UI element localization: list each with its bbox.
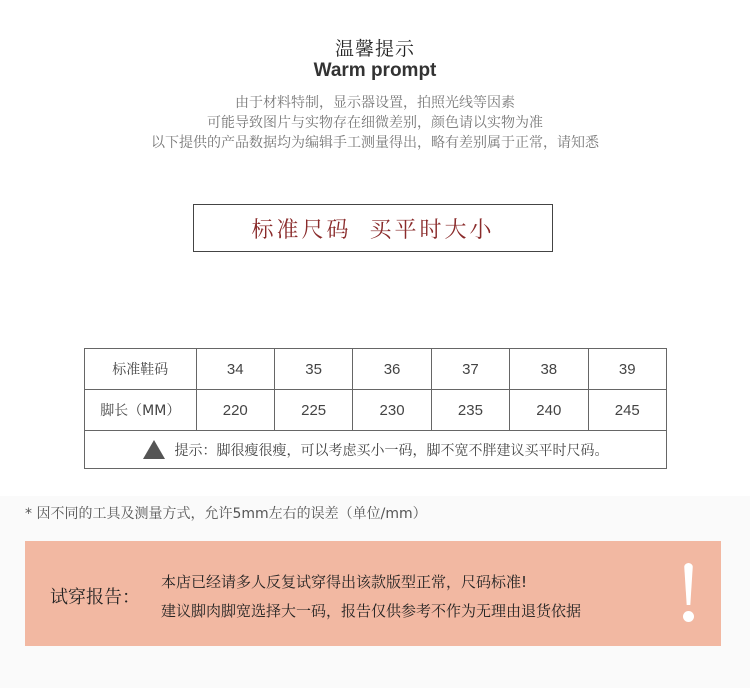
tip-cell — [85, 431, 667, 469]
row-label-size: 标准鞋码 — [85, 349, 197, 390]
foot-length-cell: 240 — [510, 390, 588, 431]
size-cell: 35 — [274, 349, 352, 390]
buy-usual-size-label: 买平时大小 — [369, 217, 495, 243]
report-line: 本店已经请多人反复试穿得出该款版型正常，尺码标准! — [161, 573, 528, 591]
size-cell: 34 — [196, 349, 274, 390]
title-english: Warm prompt — [313, 60, 437, 81]
title-chinese: 温馨提示 — [334, 38, 415, 60]
size-table — [84, 348, 667, 469]
standard-size-label: 标准尺码 — [251, 217, 352, 243]
report-label: 试穿报告： — [50, 587, 140, 608]
size-cell: 37 — [431, 349, 509, 390]
note-line: 可能导致图片与实物存在细微差别，颜色请以实物为准 — [207, 115, 543, 131]
table-row — [85, 349, 667, 390]
note-line: 由于材料特制，显示器设置，拍照光线等因素 — [235, 95, 515, 111]
fitting-report-panel — [25, 541, 721, 646]
foot-length-cell: 230 — [353, 390, 431, 431]
table-row-tip — [85, 431, 667, 469]
row-label-foot-length: 脚长（MM） — [85, 390, 197, 431]
table-row — [85, 390, 667, 431]
foot-length-cell: 220 — [196, 390, 274, 431]
size-cell: 36 — [353, 349, 431, 390]
measurement-error-note: * 因不同的工具及测量方式，允许5mm左右的误差（单位/mm） — [25, 506, 427, 522]
notes-block — [0, 93, 750, 153]
report-line: 建议脚肉脚宽选择大一码，报告仅供参考不作为无理由退货依据 — [161, 602, 582, 620]
tip-text: 提示：脚很瘦很瘦，可以考虑买小一码，脚不宽不胖建议买平时尺码。 — [174, 442, 609, 459]
note-line: 以下提供的产品数据均为编辑手工测量得出，略有差别属于正常，请知悉 — [151, 135, 599, 151]
size-cell: 39 — [588, 349, 666, 390]
exclamation-icon — [677, 563, 701, 627]
foot-length-cell: 245 — [588, 390, 666, 431]
foot-length-cell: 235 — [431, 390, 509, 431]
foot-length-cell: 225 — [274, 390, 352, 431]
warning-triangle-icon — [143, 440, 165, 459]
standard-size-box — [193, 204, 553, 252]
size-cell: 38 — [510, 349, 588, 390]
